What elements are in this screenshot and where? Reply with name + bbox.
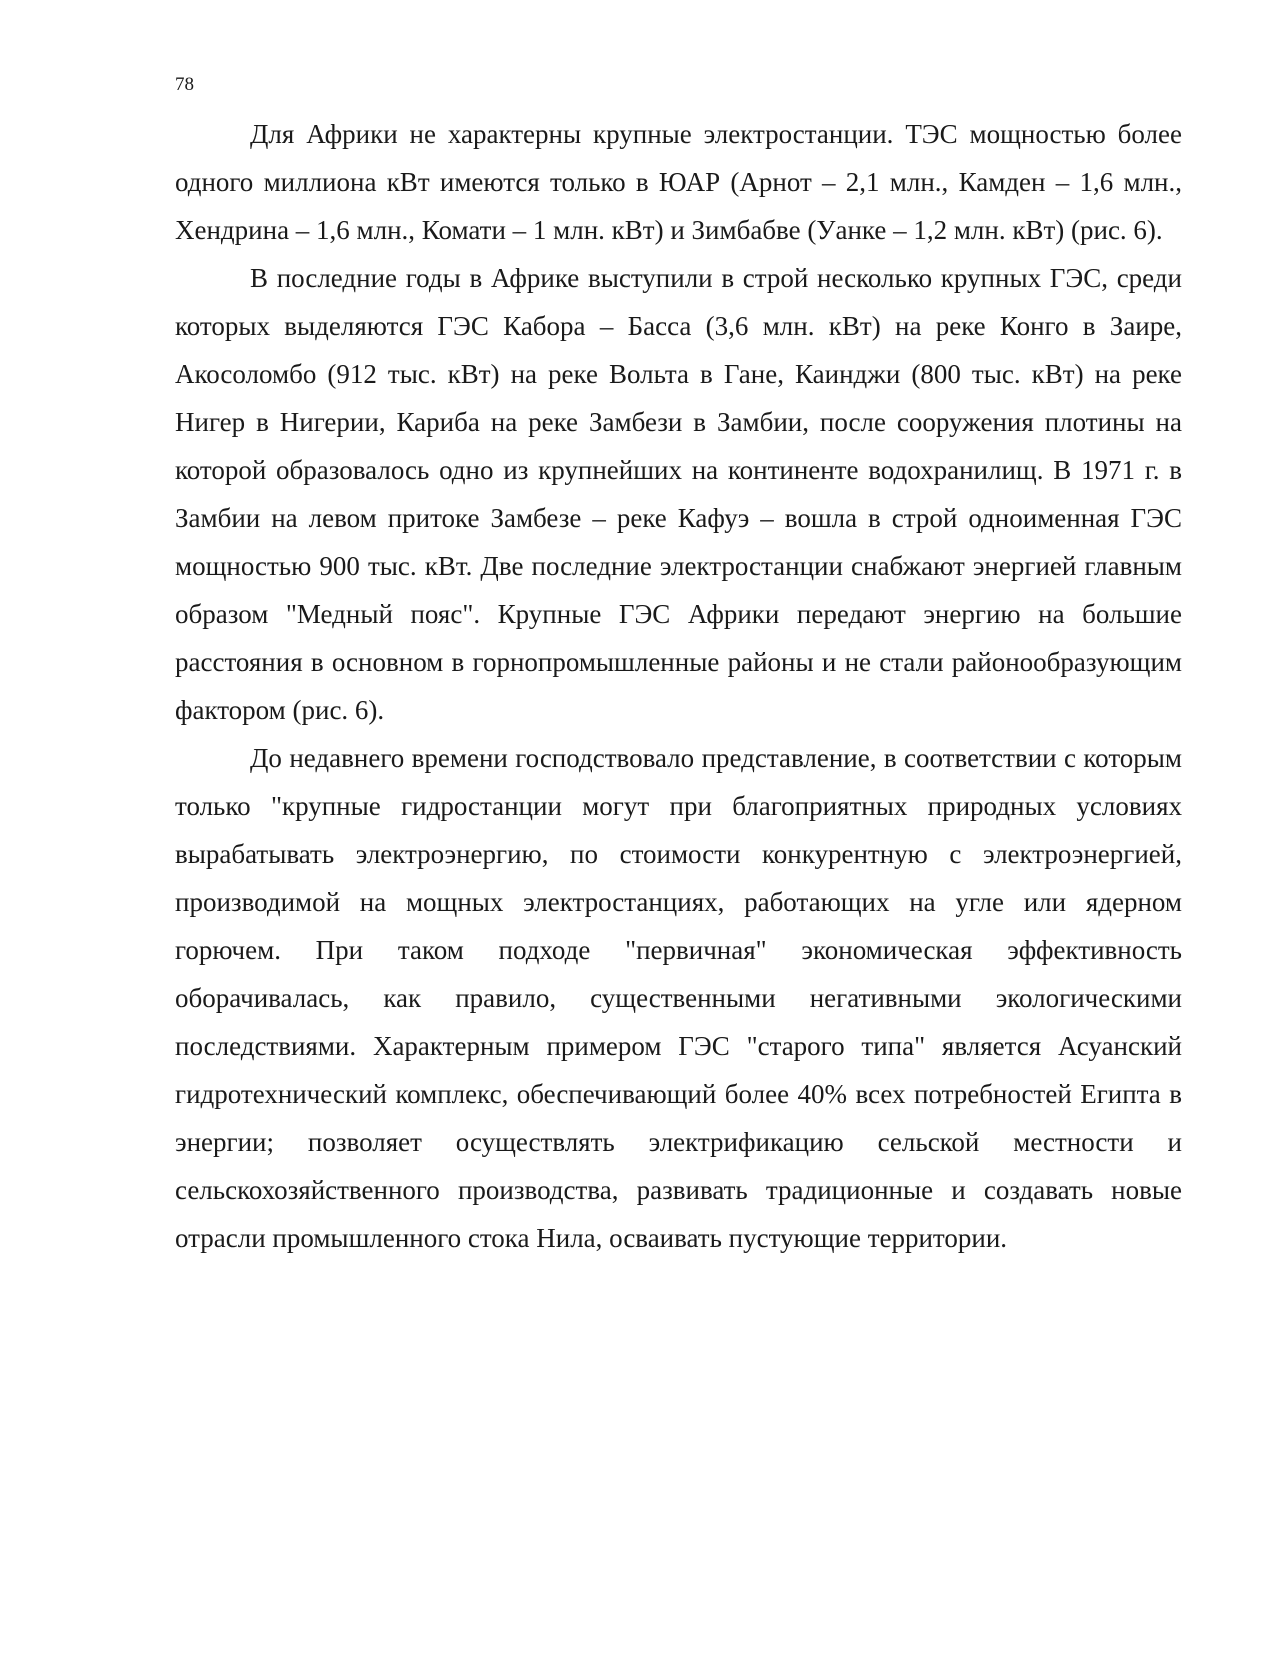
paragraph-hydro-power-plants: В последние годы в Африке выступили в строй несколько крупных ГЭС, среди которых выделяются ГЭС Кабора – Басса (3,6 млн. кВт) на реке Конго в Заире, Акосоломбо (912 тыс. кВт) на реке Вольта в Гане, Каинджи (800 тыс. кВт) на реке Нигер в Нигерии, Кариба на реке Замбези в Замбии, после сооружения плотины на которой образовалось одно из крупнейших на континенте водохранилищ. В 1971 г. в Замбии на левом притоке Замбезе – реке Кафуэ – вошла в строй одноименная ГЭС мощностью 900 тыс. кВт. Две последние электростанции снабжают энергией главным образом "Медный пояс". Крупные ГЭС Африки передают энергию на большие расстояния в основном в горнопромышленные районы и не стали районообразующим фактором (рис. 6). [175,263,1182,725]
paragraph-aswan-complex: До недавнего времени господствовало представление, в соответствии с которым только "крупные гидростанции могут при благоприятных природных условиях вырабатывать электроэнергию, по стоимости конкурентную с электроэнергией, производимой на мощных электростанциях, работающих на угле или ядерном горючем. При таком подходе "первичная" экономическая эффективность оборачивалась, как правило, существенными негативными экологическими последствиями. Характерным примером ГЭС "старого типа" является Асуанский гидротехнический комплекс, обеспечивающий более 40% всех потребностей Египта в энергии; позволяет осуществлять электрификацию сельской местности и сельскохозяйственного производства, развивать традиционные и создавать новые отрасли промышленного стока Нила, осваивать пустующие территории. [175,743,1182,1253]
page-number: 78 [175,74,194,95]
paragraph-thermal-power-plants: Для Африки не характерны крупные электростанции. ТЭС мощностью более одного миллиона кВт имеются только в ЮАР (Арнот – 2,1 млн., Камден – 1,6 млн., Хендрина – 1,6 млн., Комати – 1 млн. кВт) и Зимбабве (Уанке – 1,2 млн. кВт) (рис. 6). [175,119,1182,245]
body-text [175,110,1182,1262]
